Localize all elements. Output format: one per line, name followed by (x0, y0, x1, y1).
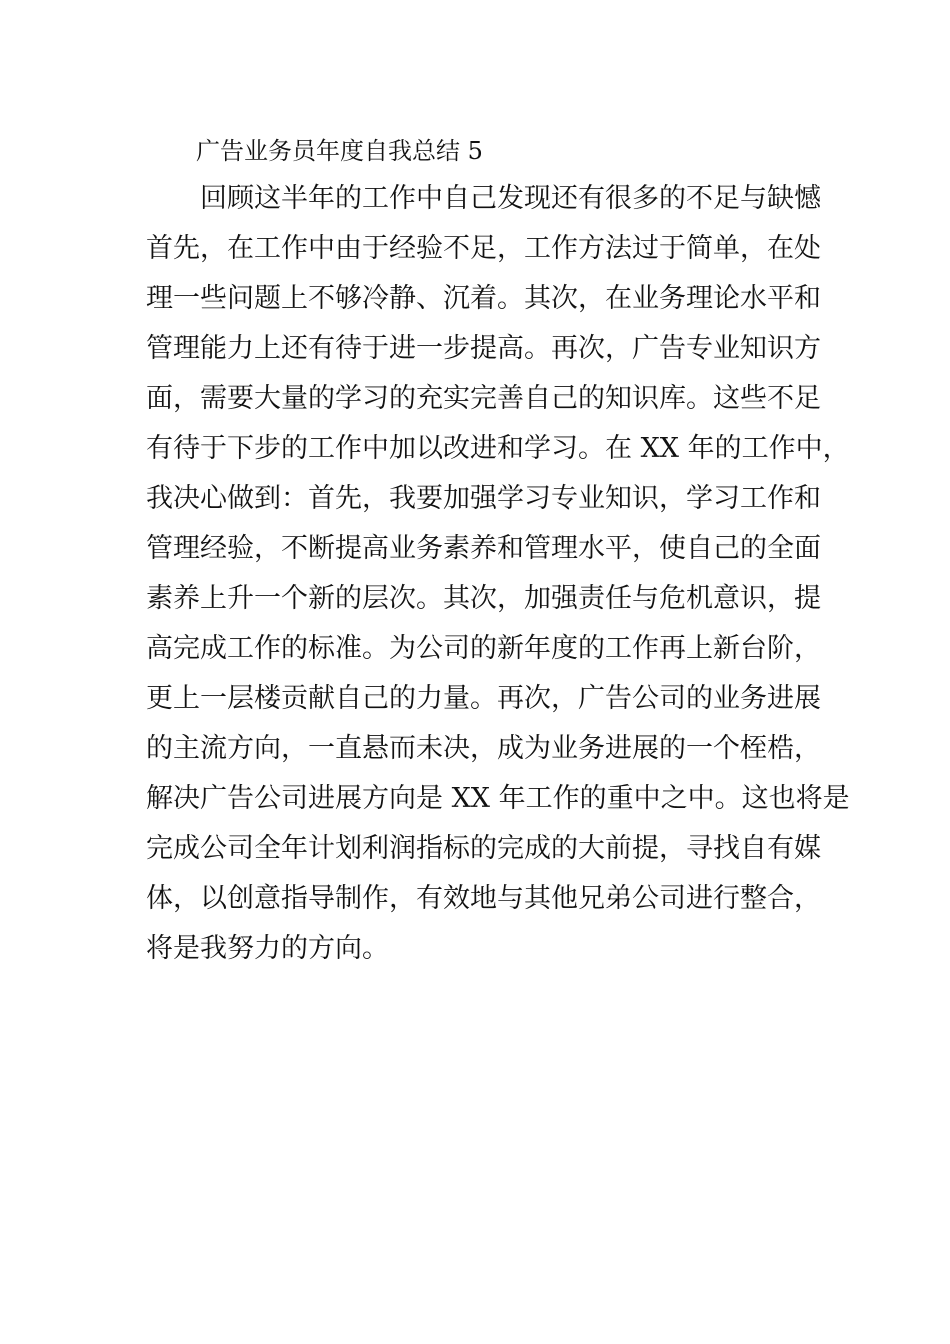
body-line: 我决心做到：首先，我要加强学习专业知识，学习工作和 (146, 483, 821, 514)
document-title: 广告业务员年度自我总结 5 (196, 137, 483, 165)
body-line: 高完成工作的标准。为公司的新年度的工作再上新台阶， (146, 633, 821, 664)
body-line: 首先，在工作中由于经验不足，工作方法过于简单，在处 (146, 233, 821, 264)
document-body (146, 181, 850, 981)
body-line: 素养上升一个新的层次。其次，加强责任与危机意识，提 (146, 583, 821, 614)
body-line: 完成公司全年计划利润指标的完成的大前提，寻找自有媒 (146, 833, 821, 864)
body-line: 将是我努力的方向。 (146, 933, 389, 964)
body-line: 面，需要大量的学习的充实完善自己的知识库。这些不足 (146, 383, 821, 414)
body-line: 有待于下步的工作中加以改进和学习。在 XX 年的工作中， (146, 433, 850, 464)
body-line: 更上一层楼贡献自己的力量。再次，广告公司的业务进展 (146, 683, 821, 714)
body-line: 的主流方向，一直悬而未决，成为业务进展的一个桎梏， (146, 733, 821, 764)
body-line: 理一些问题上不够冷静、沉着。其次，在业务理论水平和 (146, 283, 821, 314)
body-line: 管理经验，不断提高业务素养和管理水平，使自己的全面 (146, 533, 821, 564)
body-line: 回顾这半年的工作中自己发现还有很多的不足与缺憾 (200, 183, 821, 214)
body-line: 管理能力上还有待于进一步提高。再次，广告专业知识方 (146, 333, 821, 364)
body-line: 解决广告公司进展方向是 XX 年工作的重中之中。这也将是 (146, 783, 850, 814)
body-line: 体，以创意指导制作，有效地与其他兄弟公司进行整合， (146, 883, 821, 914)
